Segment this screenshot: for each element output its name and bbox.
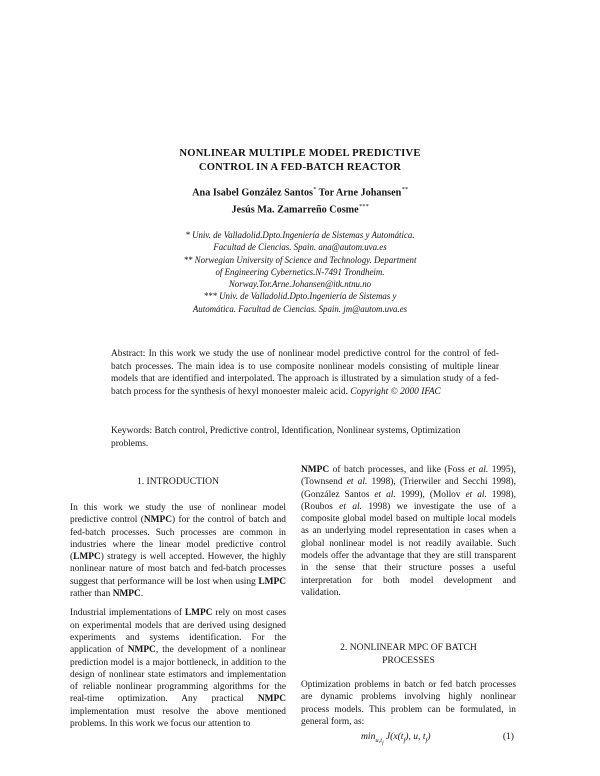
- affiliation-line: ** Norwegian University of Science and Technology. Department: [183, 254, 417, 265]
- keywords: Keywords: Batch control, Predictive control, Identification, Nonlinear systems, Optimization problems.: [111, 426, 461, 449]
- title-line-2: CONTROL IN A FED-BATCH REACTOR: [198, 162, 402, 173]
- section-heading-nonlinear-mpc: 2. NONLINEAR MPC OF BATCH PROCESSES: [340, 642, 477, 666]
- affiliation-line: * Univ. de Valladolid.Dpto.Ingeniería de Sistemas y Automática.: [185, 230, 415, 240]
- author-mark: ***: [358, 202, 369, 210]
- intro-paragraph-1: In this work we study the use of nonlinear model predictive control (NMPC) for the control of batch and fed-batch processes. Such processes are common in industries where the linear model predictive control (LMPC) strategy is well accepted. However, the highly nonlinear nature of most batch and fed-batch processes suggest that performance will be lost when using LMPC rather than NMPC.: [70, 503, 286, 600]
- affiliation-line: Norway.Tor.Arne.Johansen@itk.ntnu.no: [228, 279, 372, 290]
- author-mark: *: [313, 186, 317, 193]
- affiliation-line: Automática. Facultad de Ciencias. Spain. jm@autom.uva.es: [192, 303, 408, 314]
- equation-number: (1): [502, 731, 514, 742]
- author-name: Ana Isabel González Santos: [192, 187, 314, 199]
- author-list: [100, 183, 500, 217]
- author-name: Jesús Ma. Zamarreño Cosme: [231, 204, 359, 216]
- equation-1: [301, 731, 516, 745]
- section-heading-introduction: 1. INTRODUCTION: [136, 476, 220, 487]
- affiliations: [100, 229, 500, 315]
- left-column: [70, 475, 286, 737]
- copyright-notice: Copyright © 2000 IFAC: [350, 386, 441, 397]
- section2-paragraph: Optimization problems in batch or fed batch processes are dynamic problems involving highly nonlinear process models. This problem can be formulated, in general form, as:: [301, 680, 516, 727]
- paper-title: [100, 147, 500, 175]
- affiliation-line: of Engineering Cybernetics.N-7491 Trondheim.: [215, 266, 385, 277]
- abstract-text: Abstract: In this work we study the use of nonlinear model predictive control for the control of fed-batch processes. The main idea is to use composite nonlinear models consisting of multiple linear models that are identified and interpolated. The approach is illustrated by a simulation study of a fed-batch process for the synthesis of hexyl monoester maleic acid.: [111, 349, 499, 397]
- equation-expression: $\min_{u,t_f} J(x(t_f)$, u, $t_f$): [361, 731, 431, 747]
- affiliation-line: Facultad de Ciencias. Spain. ana@autom.uva.es: [213, 242, 387, 253]
- author-name: Tor Arne Johansen: [318, 187, 402, 199]
- intro-paragraph-2: Industrial implementations of LMPC rely on most cases on experimental models that are derived using designed experiments and systems identification. For the application of NMPC, the development of a nonlinear prediction model is a major bottleneck, in addition to the design of nonlinear state estimators and implementation of reliable nonlinear programming algorithms for the real-time optimization. Any practical NMPC implementation must resolve the above mentioned problems. In this work we focus our attention to: [70, 608, 287, 730]
- intro-paragraph-3: NMPC of batch processes, and like (Foss et al. 1995), (Townsend et al. 1998), (Trierwiler and Secchi 1998), (González Santos et al. 1999), (Mollov et al. 1998), (Roubos et al. 1998) we investigate the use of a composite global model based on multiple local models as an underlying model representation in cases when a global nonlinear model is not readily available. Such models offer the advantage that they are still transparent in the sense that their structure posses a useful interpretation for both model development and validation.: [301, 465, 517, 598]
- title-line-1: NONLINEAR MULTIPLE MODEL PREDICTIVE: [179, 148, 421, 159]
- abstract: [111, 348, 499, 398]
- right-column: [301, 464, 516, 599]
- author-mark: **: [401, 186, 408, 193]
- affiliation-line: *** Univ. de Valladolid.Dpto.Ingeniería de Sistemas y: [203, 291, 397, 302]
